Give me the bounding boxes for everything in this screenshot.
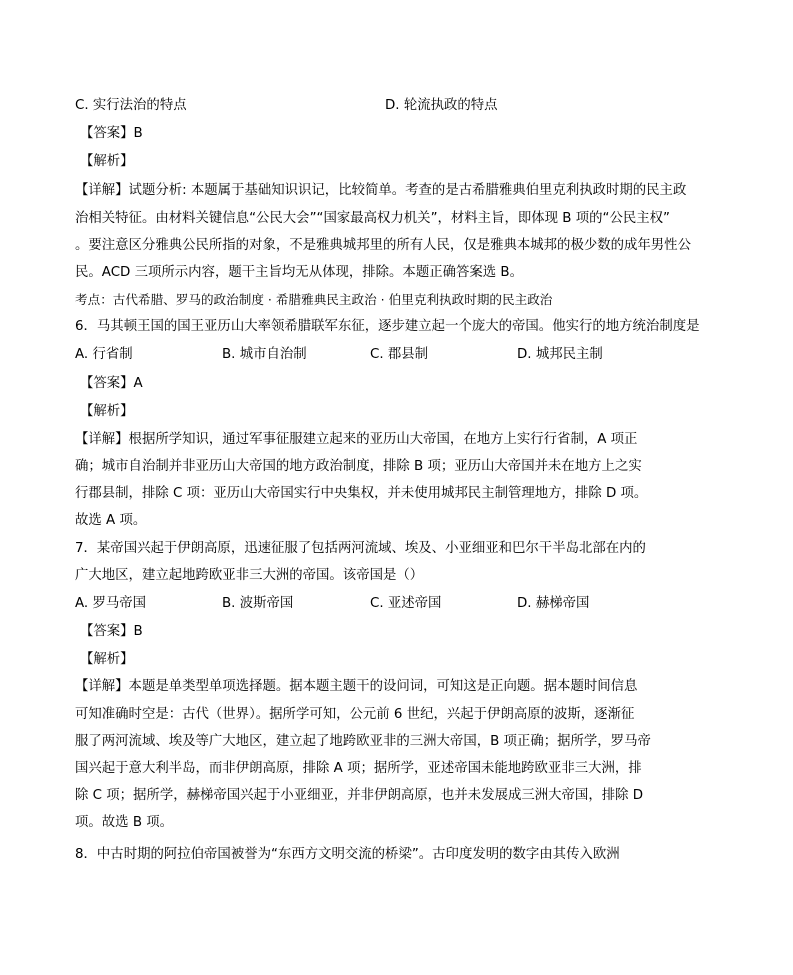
q5-option-c: C. 实行法治的特点 (75, 98, 187, 113)
q7-detail-line: 除 C 项；据所学，赫梯帝国兴起于小亚细亚，并非伊朗高原，也并未发展成三洲大帝国，排除 D (75, 788, 644, 803)
q5-option-d: D. 轮流执政的特点 (385, 98, 498, 113)
q8-stem: 8．中古时期的阿拉伯帝国被誉为“东西方文明交流的桥梁”。古印度发明的数字由其传入欧洲 (75, 847, 620, 862)
q7-detail-line: 可知准确时空是：古代（世界）。据所学可知，公元前 6 世纪，兴起于伊朗高原的波斯，逐渐征 (75, 707, 635, 722)
q7-stem-line: 广大地区，建立起地跨欧亚非三大洲的帝国。该帝国是（） (75, 568, 424, 583)
q6-detail-line: 故选 A 项。 (75, 513, 147, 528)
q6-stem: 6．马其顿王国的国王亚历山大率领希腊联军东征，逐步建立起一个庞大的帝国。他实行的地方统治制度是 (75, 319, 700, 334)
q7-option-d: D. 赫梯帝国 (517, 596, 590, 611)
q7-detail-line: 项。故选 B 项。 (75, 815, 174, 830)
q7-detail-line: 服了两河流域、埃及等广大地区，建立起了地跨欧亚非的三洲大帝国，B 项正确；据所学，罗马帝 (75, 734, 651, 749)
q7-detail-line: 国兴起于意大利半岛，而非伊朗高原，排除 A 项；据所学，亚述帝国未能地跨欧亚非三大洲，排 (75, 761, 642, 776)
q7-detail-line: 【详解】本题是单类型单项选择题。据本题主题干的设问词，可知这是正向题。据本题时间信息 (75, 679, 638, 694)
q6-option-c: C. 郡县制 (370, 347, 429, 362)
q5-detail-line: 。要注意区分雅典公民所指的对象，不是雅典城邦里的所有人民，仅是雅典本城邦的极少数的成年男性公 (75, 238, 691, 253)
q6-detail-line: 行郡县制，排除 C 项：亚历山大帝国实行中央集权，并未使用城邦民主制管理地方，排除 D 项。 (75, 486, 648, 501)
q5-answer: 【答案】B (80, 126, 143, 141)
q5-kaodian: 考点：古代希腊、罗马的政治制度 · 希腊雅典民主政治 · 伯里克利执政时期的民主政治 (75, 292, 553, 307)
q5-detail-line: 治相关特征。由材料关键信息“公民大会”“国家最高权力机关”，材料主旨，即体现 B 项的“公民主权” (75, 211, 670, 226)
q6-detail-line: 确；城市自治制并非亚历山大帝国的地方政治制度，排除 B 项；亚历山大帝国并未在地方上之实 (75, 459, 642, 474)
q6-option-b: B. 城市自治制 (222, 347, 307, 362)
q7-option-c: C. 亚述帝国 (370, 596, 442, 611)
q7-answer: 【答案】B (80, 624, 143, 639)
q5-detail-line: 民。ACD 三项所示内容，题干主旨均无从体现，排除。本题正确答案选 B。 (75, 265, 524, 280)
q7-option-b: B. 波斯帝国 (222, 596, 294, 611)
q6-option-d: D. 城邦民主制 (517, 347, 603, 362)
q6-detail-line: 【详解】根据所学知识，通过军事征服建立起来的亚历山大帝国，在地方上实行行省制，A 项正 (75, 432, 638, 447)
q7-option-a: A. 罗马帝国 (75, 596, 146, 611)
q6-answer: 【答案】A (80, 376, 143, 391)
q7-analysis-heading: 【解析】 (80, 652, 134, 667)
q6-option-a: A. 行省制 (75, 347, 133, 362)
q7-stem-line: 7．某帝国兴起于伊朗高原，迅速征服了包括两河流域、埃及、小亚细亚和巴尔干半岛北部在内的 (75, 541, 646, 556)
q5-analysis-heading: 【解析】 (80, 154, 134, 169)
q5-detail-line: 【详解】试题分析: 本题属于基础知识识记，比较简单。考查的是古希腊雅典伯里克利执政时期的民主政 (75, 183, 687, 198)
q6-analysis-heading: 【解析】 (80, 404, 134, 419)
